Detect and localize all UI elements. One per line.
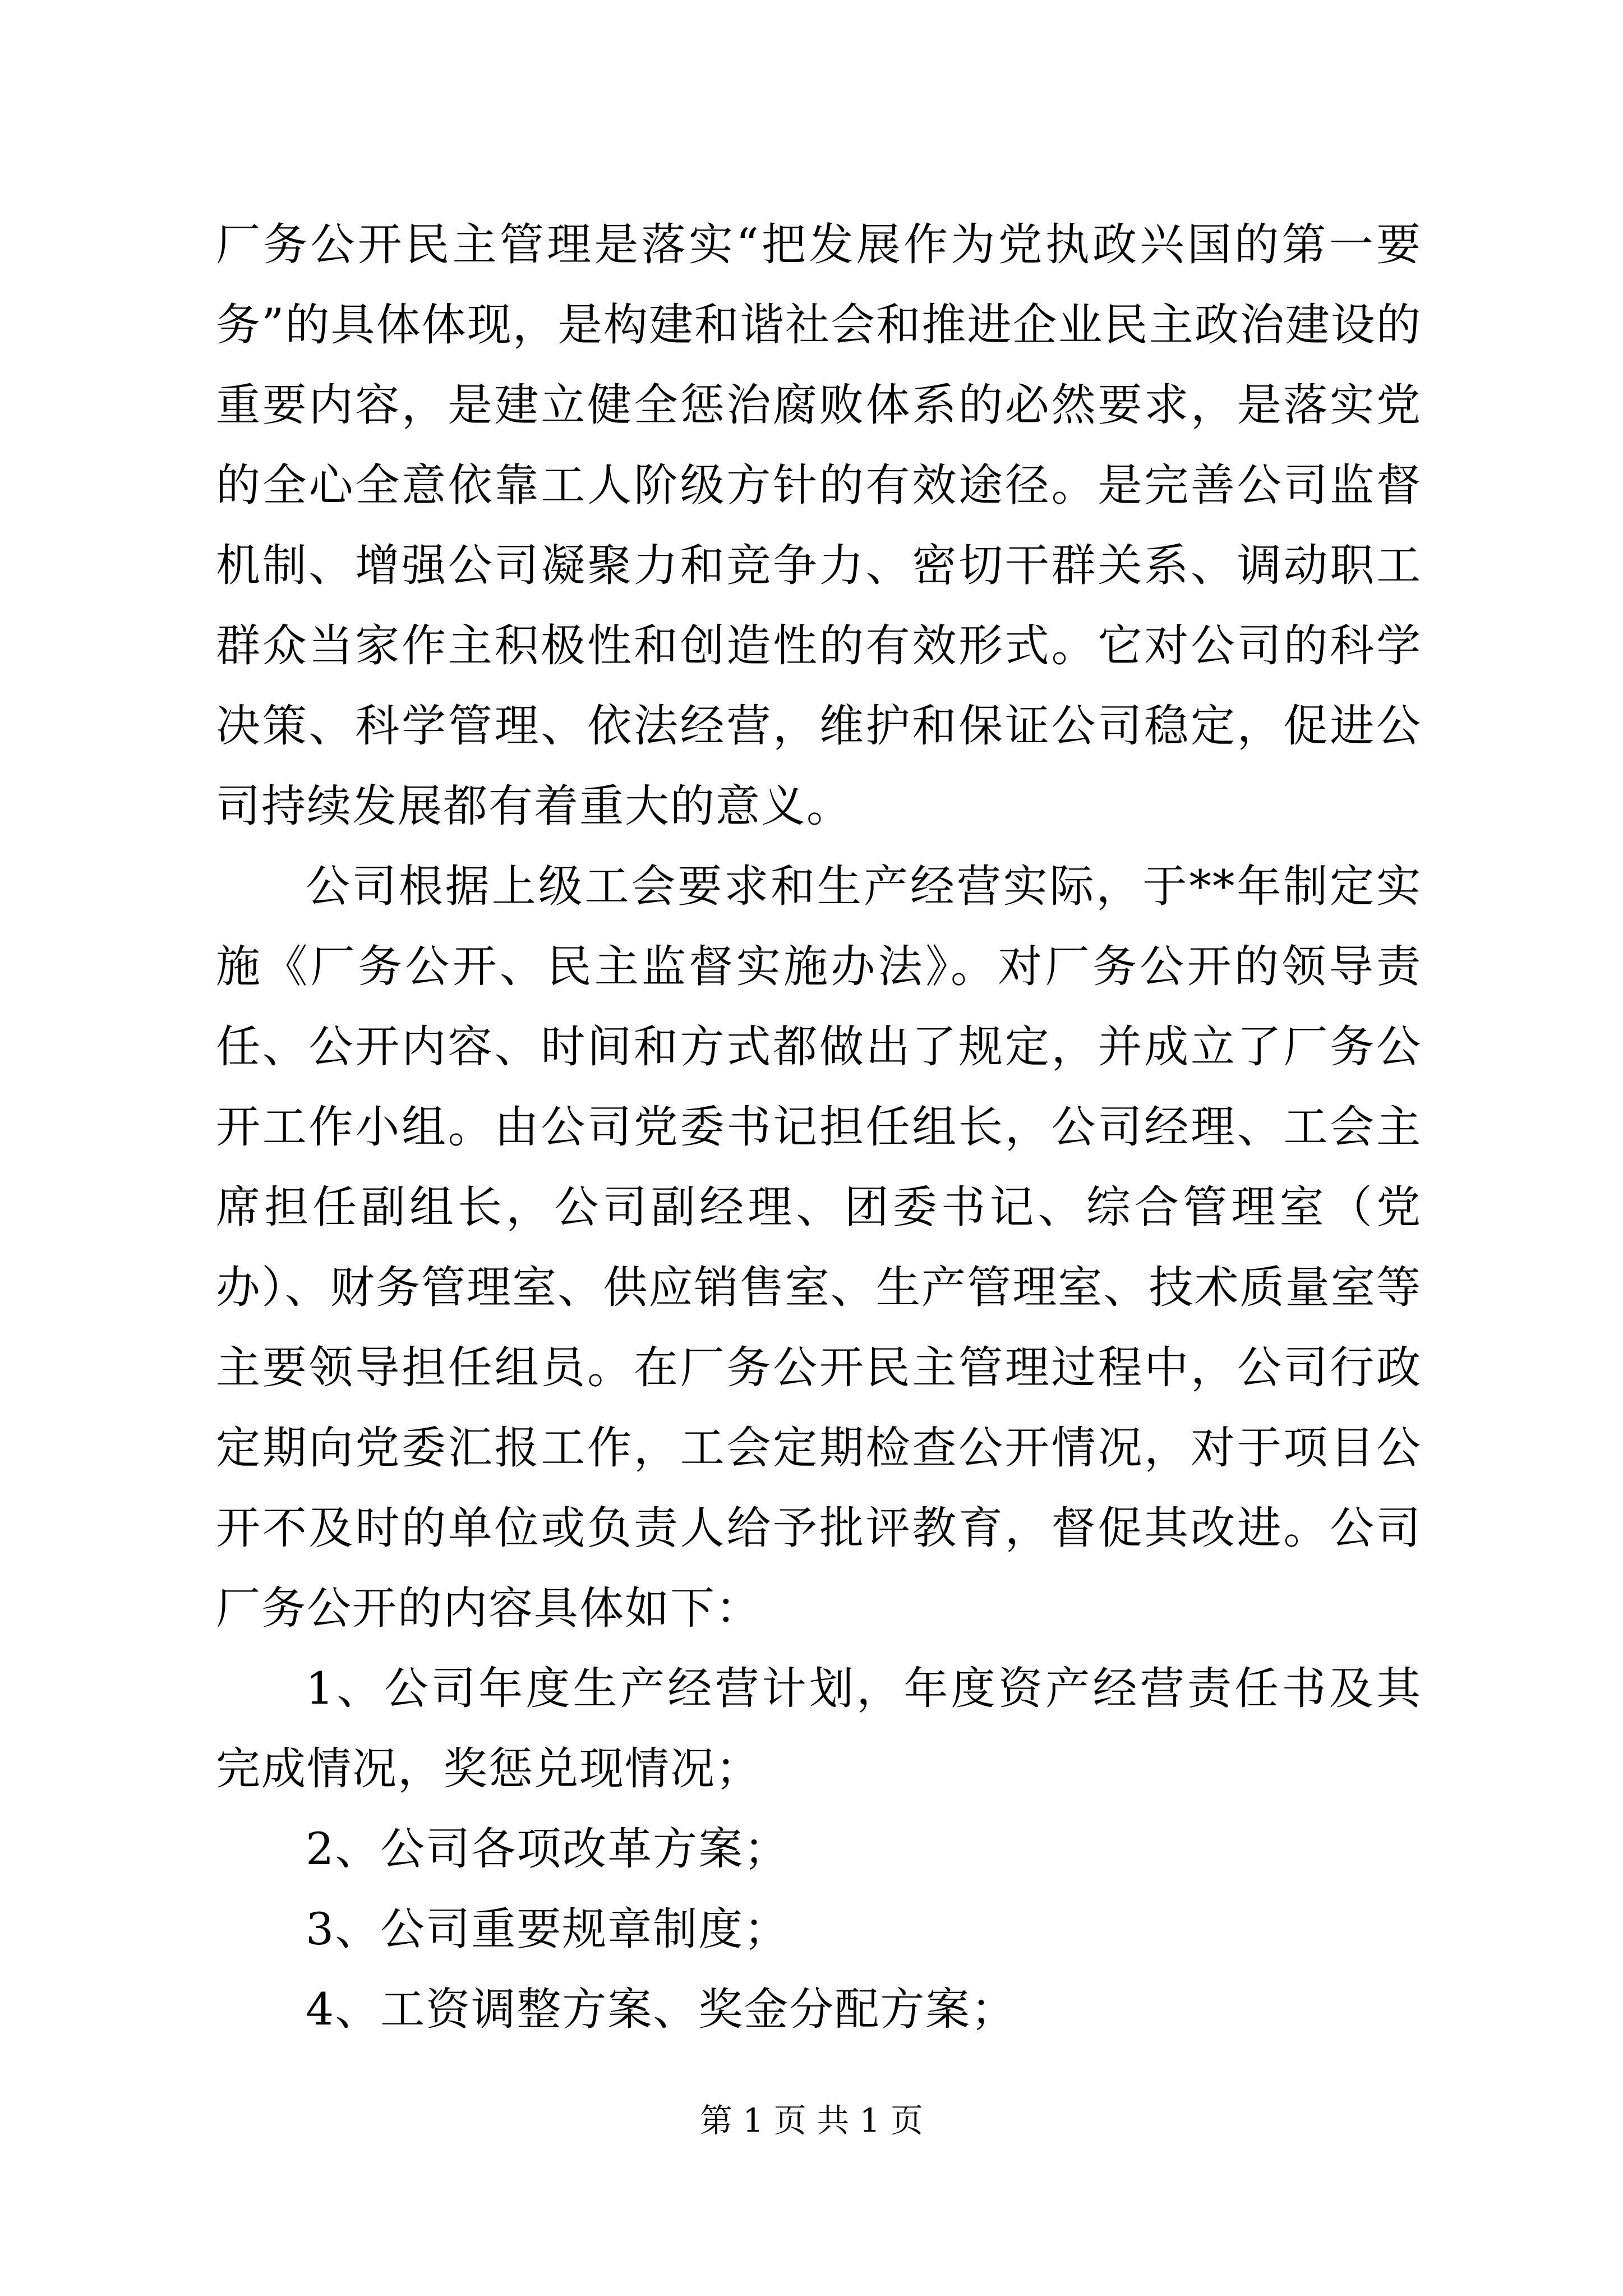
document-body	[216, 205, 1422, 2050]
list-item-3: 3、公司重要规章制度；	[306, 1903, 790, 1955]
list-item-1: 1、公司年度生产经营计划，年度资产经营责任书及其完成情况，奖惩兑现情况；	[216, 1663, 1422, 1795]
list-item-4: 4、工资调整方案、奖金分配方案；	[306, 1984, 1017, 2035]
list-item-2: 2、公司各项改革方案；	[306, 1823, 790, 1875]
paragraph-intro: 厂务公开民主管理是落实“把发展作为党执政兴国的第一要务”的具体体现，是构建和谐社会和推进企业民主政治建设的重要内容，是建立健全惩治腐败体系的必然要求，是落实党的全心全意依靠工人阶级方针的有效途径。是完善公司监督机制、增强公司凝聚力和竞争力、密切干群关系、调动职工群众当家作主积极性和创造性的有效形式。它对公司的科学决策、科学管理、依法经营，维护和保证公司稳定，促进公司持续发展都有着重大的意义。	[216, 219, 1422, 832]
page-footer: 第 1 页 共 1 页	[700, 2101, 923, 2139]
paragraph-implementation: 公司根据上级工会要求和生产经营实际，于**年制定实施《厂务公开、民主监督实施办法》。对厂务公开的领导责任、公开内容、时间和方式都做出了规定，并成立了厂务公开工作小组。由公司党委书记担任组长，公司经理、工会主席担任副组长，公司副经理、团委书记、综合管理室（党办）、财务管理室、供应销售室、生产管理室、技术质量室等主要领导担任组员。在厂务公开民主管理过程中，公司行政定期向党委汇报工作，工会定期检查公开情况，对于项目公开不及时的单位或负责人给予批评教育，督促其改进。公司厂务公开的内容具体如下：	[216, 861, 1422, 1634]
